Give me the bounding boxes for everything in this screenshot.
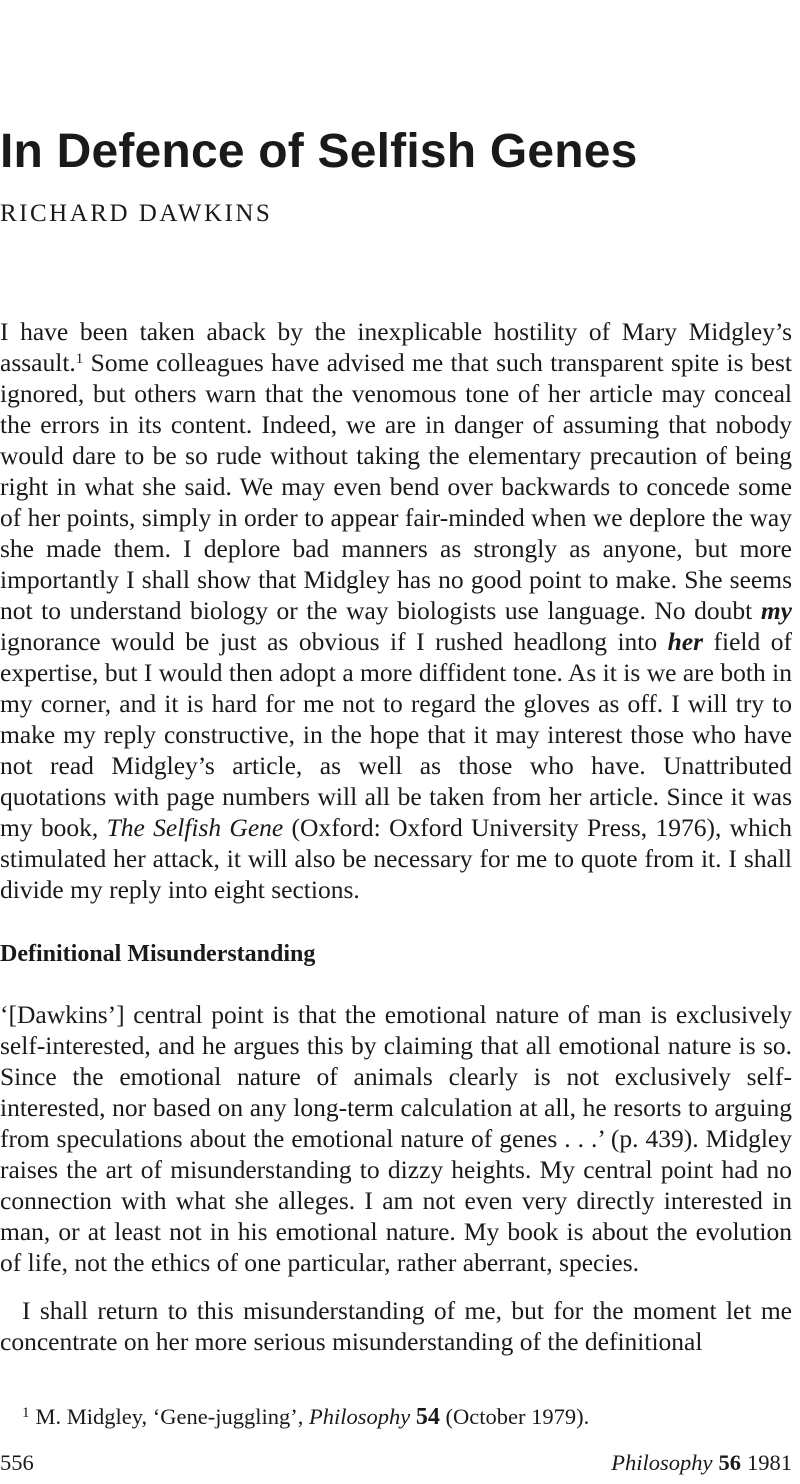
footnote-volume: 54 <box>415 1404 440 1430</box>
footnote-journal: Philosophy <box>309 1404 411 1429</box>
footnote-reference[interactable]: 1 <box>75 351 84 367</box>
intro-text: ignorance would be just as obvious if I rushed headlong into <box>0 627 668 656</box>
page-footer <box>0 1448 792 1478</box>
section-heading: Definitional Misunderstanding <box>0 941 316 967</box>
journal-year: 1981 <box>747 1450 792 1475</box>
intro-text: Some colleagues have advised me that such transparent spite is best ignored, but others warn that the venomous tone of her article may conceal the errors in its content. Indeed, we are in danger of assuming that nobody would dare to be so rude without taking the elementary precaution of being right in what she said. We may even bend over backwards to concede some of her points, simply in order to appear fair-minded when we deplore the way she made them. I deplore bad manners as strongly as anyone, but more importantly I shall show that Midgley has no good point to make. She seems not to understand biology or the way biologists use language. No doubt <box>0 348 792 625</box>
emphasis-my: my <box>760 596 792 625</box>
footnote-text: M. Midgley, ‘Gene-juggling’, <box>35 1404 309 1429</box>
journal-citation <box>611 1448 792 1478</box>
intro-text: I have been taken aback by the inexplicable hostility of Mary Midgley’s assault. <box>0 317 792 377</box>
page-number: 556 <box>0 1450 34 1475</box>
journal-name: Philosophy <box>611 1450 713 1475</box>
section-paragraph: I shall return to this misunderstanding of me, but for the moment let me concentrate on her more serious misunderstanding of the definitional <box>0 1296 792 1356</box>
footnote-text: (October 1979). <box>439 1404 590 1429</box>
intro-text: (Oxford: Oxford University Press, 1976), which stimulated her attack, it will also be necessary for me to quote from it. I shall divide my reply into eight sections. <box>0 813 792 904</box>
footnote <box>22 1398 792 1432</box>
journal-volume: 56 <box>718 1450 741 1475</box>
footnote-mark: 1 <box>22 1405 30 1421</box>
author-name: RICHARD DAWKINS <box>0 200 273 227</box>
intro-paragraph <box>0 316 792 905</box>
intro-text: field of expertise, but I would then adopt a more diffident tone. As it is we are both in my corner, and it is hard for me not to regard the gloves as off. I will try to make my reply constructive, in the hope that it may interest those who have not read Midgley’s article, as well as those who have. Unattributed quotations with page numbers will all be taken from her article. Since it was my book, <box>0 627 792 842</box>
article-title: In Defence of Selfish Genes <box>0 125 638 178</box>
section-paragraph: ‘[Dawkins’] central point is that the emotional nature of man is exclusively self-interested, and he argues this by claiming that all emotional nature is so. Since the emotional nature of animals clearly is not exclusively self-interested, nor based on any long-term calculation at all, he resorts to arguing from speculations about the emotional nature of genes . . .’ (p. 439). Midgley raises the art of misunderstanding to dizzy heights. My central point had no connection with what she alleges. I am not even very directly interested in man, or at least not in his emotional nature. My book is about the evolution of life, not the ethics of one particular, rather aberrant, species. <box>0 1000 792 1277</box>
book-title: The Selfish Gene <box>106 813 284 842</box>
emphasis-her: her <box>667 627 704 656</box>
